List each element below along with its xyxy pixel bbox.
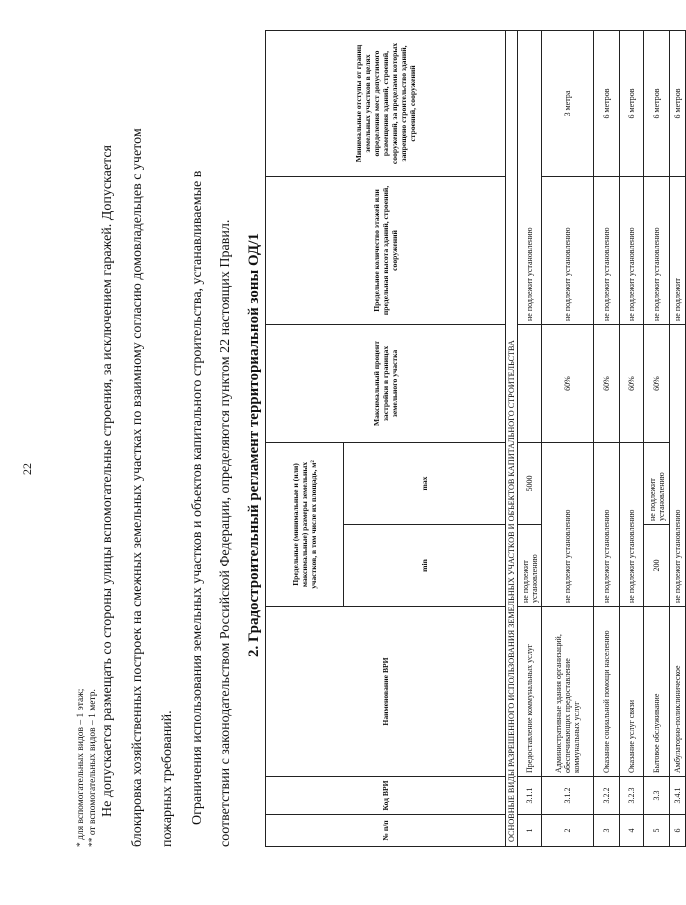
footnote-1: * для вспомогательных видов – 1 этаж; xyxy=(76,688,86,847)
row-setback: 6 метров xyxy=(620,30,644,176)
row-min: не подлежит установлению xyxy=(542,442,594,606)
row-setback: 6 метров xyxy=(594,30,620,176)
row-min: не подлежит установлению xyxy=(594,442,620,606)
row-num: 4 xyxy=(620,815,644,847)
row-floors: не подлежит установлению xyxy=(594,176,620,324)
header-min: min xyxy=(344,525,506,607)
regulation-table xyxy=(265,30,686,847)
header-code: Код ВРИ xyxy=(266,777,506,815)
paragraph-2-line-1: Ограничения использования земельных участков и объектов капитального строительства, устанавливаемые в xyxy=(190,170,205,825)
row-setback: 6 метров xyxy=(644,30,670,176)
paragraph-1-line-3: пожарных требований. xyxy=(160,710,175,847)
paragraph-1-line-1: Не допускается размещать со стороны улицы вспомогательные строения, за исключением гаражей. Допускается xyxy=(100,145,115,817)
row-code: 3.1.1 xyxy=(518,777,542,815)
row-floors: не подлежит установлению xyxy=(620,176,644,324)
row-percent xyxy=(518,324,542,442)
header-percent: Максимальный процент застройки в границах земельного участка xyxy=(266,324,506,442)
paragraph-1-line-2: блокировка хозяйственных построек на смежных земельных участках по взаимному согласию домовладельцев с учетом xyxy=(130,128,145,847)
section-title: 2. Градостроительный регламент территориальной зоны ОД/1 xyxy=(246,233,262,657)
row-setback: 6 метров xyxy=(670,30,686,176)
row-code: 3.2.2 xyxy=(594,777,620,815)
row-max: не подлежит установлению xyxy=(644,442,670,524)
row-code: 3.3 xyxy=(644,777,670,815)
row-min: не подлежит установлению xyxy=(620,442,644,606)
row-num: 3 xyxy=(594,815,620,847)
row-percent: 60% xyxy=(644,324,670,442)
row-floors: не подлежит установлению xyxy=(518,30,542,324)
section-row: ОСНОВНЫЕ ВИДЫ РАЗРЕШЕННОГО ИСПОЛЬЗОВАНИЯ ЗЕМЕЛЬНЫХ УЧАСТКОВ И ОБЪЕКТОВ КАПИТАЛЬНОГО СТРОИТЕЛЬСТВА xyxy=(506,30,518,846)
page-number: 22 xyxy=(20,463,34,475)
row-min: не подлежит установлению xyxy=(518,525,542,607)
header-floors: Предельное количество этажей или предельная высота зданий, строений, сооружений xyxy=(266,176,506,324)
row-floors: не подлежит установлению xyxy=(644,176,670,324)
header-setback: Минимальные отступы от границ земельных участков в целях определения мест допустимого размещения зданий, строений, сооружений, за пределами которых запрещено строительство зданий, строений, сооружений xyxy=(266,30,506,176)
row-code: 3.2.3 xyxy=(620,777,644,815)
row-name: Предоставление коммунальных услуг xyxy=(518,607,542,777)
row-floors: не подлежит установлению xyxy=(542,176,594,324)
row-min: не подлежит установлению xyxy=(670,324,686,606)
row-min: 200 xyxy=(644,525,670,607)
row-setback: 3 метра xyxy=(542,30,594,176)
paragraph-2-line-2: соответствии с законодательством Российской Федерации, определяются пунктом 22 настоящих Правил. xyxy=(218,219,233,847)
row-num: 1 xyxy=(518,815,542,847)
row-num: 5 xyxy=(644,815,670,847)
row-name: Оказание услуг связи xyxy=(620,607,644,777)
row-name: Административные здания организаций, обеспечивающих предоставление коммунальных услуг xyxy=(542,607,594,777)
header-max: max xyxy=(344,442,506,524)
row-max: 5000 xyxy=(518,442,542,524)
row-num: 6 xyxy=(670,815,686,847)
row-code: 3.4.1 xyxy=(670,777,686,815)
row-floors: не подлежит xyxy=(670,176,686,324)
row-num: 2 xyxy=(542,815,594,847)
row-name: Оказание социальной помощи населению xyxy=(594,607,620,777)
header-name: Наименование ВРИ xyxy=(266,607,506,777)
row-name: Амбулаторно-поликлиническое xyxy=(670,607,686,777)
row-code: 3.1.2 xyxy=(542,777,594,815)
row-percent: 60% xyxy=(620,324,644,442)
header-num: № п/п xyxy=(266,815,506,847)
footnote-2: ** от вспомогательных видов – 1 метр. xyxy=(88,689,98,847)
row-percent: 60% xyxy=(594,324,620,442)
row-name: Бытовое обслуживание xyxy=(644,607,670,777)
row-percent: 60% xyxy=(542,324,594,442)
header-area: Предельные (минимальные и (или) максимальные) размеры земельных участков, в том числе их площадь, м² xyxy=(266,442,344,606)
